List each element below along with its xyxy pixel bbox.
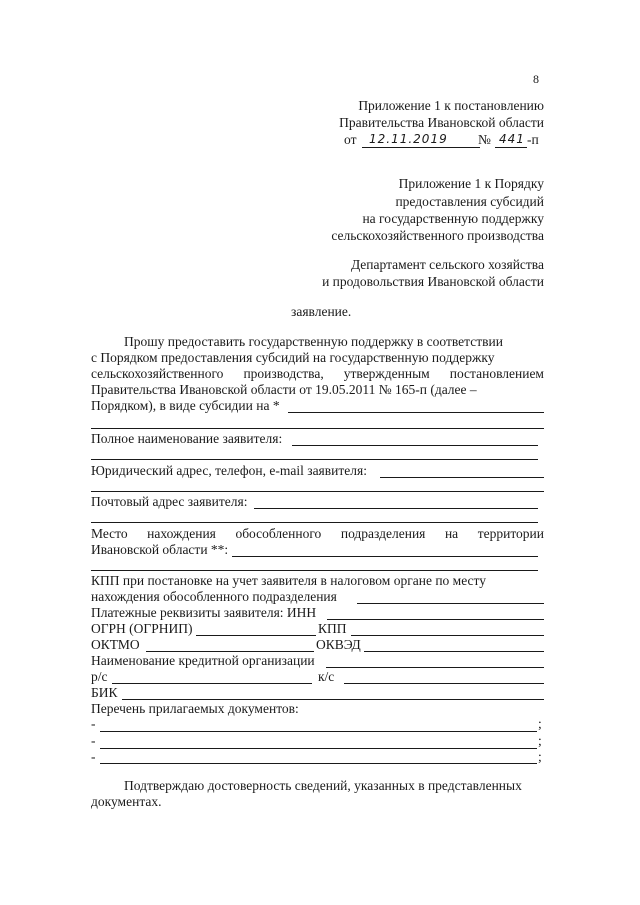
subdivision-line1 — [91, 526, 544, 542]
intro-word: постановлением — [449, 366, 544, 381]
document-item-end: ; — [538, 733, 542, 748]
kpp-registration-field[interactable] — [357, 603, 544, 604]
okved-label: ОКВЭД — [316, 637, 361, 652]
appendix2-line4: сельскохозяйственного производства — [331, 228, 544, 243]
legal-address-label: Юридический адрес, телефон, e-mail заявителя: — [91, 463, 367, 478]
addressee-line2: и продовольствия Ивановской области — [322, 274, 544, 289]
document-item-end: ; — [538, 749, 542, 764]
bank-field[interactable] — [326, 667, 544, 668]
account-label: р/с — [91, 669, 108, 684]
resolution-number: 441 — [499, 132, 525, 146]
subdivision-field-cont[interactable] — [91, 570, 538, 571]
full-name-field[interactable] — [292, 445, 538, 446]
oktmo-field[interactable] — [146, 651, 314, 652]
confirm-line2: документах. — [91, 794, 162, 809]
appendix1-line1: Приложение 1 к постановлению — [358, 98, 544, 113]
postal-address-label: Почтовый адрес заявителя: — [91, 494, 248, 509]
document-item-field[interactable] — [100, 763, 537, 764]
intro-line5: Порядком), в виде субсидии на * — [91, 398, 280, 413]
bik-label: БИК — [91, 685, 118, 700]
oktmo-label: ОКТМО — [91, 637, 140, 652]
bank-label: Наименование кредитной организации — [91, 653, 315, 668]
full-name-label: Полное наименование заявителя: — [91, 431, 283, 446]
full-name-field-cont[interactable] — [91, 459, 538, 460]
document-title: заявление. — [291, 304, 352, 319]
corr-account-label: к/с — [318, 669, 335, 684]
page-number: 8 — [533, 72, 539, 86]
ogrn-label: ОГРН (ОГРНИП) — [91, 621, 193, 636]
subdivision-word: нахождения — [147, 526, 216, 541]
kpp-registration-line2: нахождения обособленного подразделения — [91, 589, 337, 604]
number-underline — [495, 147, 527, 148]
intro-line4: Правительства Ивановской области от 19.05.2011 № 165-п (далее – — [91, 382, 477, 397]
subdivision-word: Место — [91, 526, 128, 541]
appendix1-date-line — [339, 132, 549, 150]
document-item-dash: - — [91, 749, 96, 764]
subdivision-word: обособленного — [235, 526, 322, 541]
intro-word: утвержденным — [343, 366, 430, 381]
resolution-date: 12.11.2019 — [369, 132, 448, 146]
corr-account-field[interactable] — [344, 683, 544, 684]
kpp-label: КПП — [318, 621, 347, 636]
kpp-registration-line1: КПП при постановке на учет заявителя в налоговом органе по месту — [91, 573, 487, 588]
subsidy-type-field-cont[interactable] — [91, 428, 544, 429]
postal-address-field-cont[interactable] — [91, 522, 538, 523]
intro-line2: с Порядком предоставления субсидий на государственную поддержку — [91, 350, 495, 365]
subdivision-field[interactable] — [232, 556, 538, 557]
postal-address-field[interactable] — [254, 508, 538, 509]
intro-line3 — [91, 366, 544, 382]
document-item-dash: - — [91, 733, 96, 748]
legal-address-field-cont[interactable] — [91, 491, 544, 492]
appendix2-line1: Приложение 1 к Порядку — [398, 176, 544, 191]
okved-field[interactable] — [364, 651, 544, 652]
inn-field[interactable] — [327, 619, 544, 620]
subdivision-word: подразделения — [340, 526, 426, 541]
subdivision-word: территории — [477, 526, 544, 541]
documents-label: Перечень прилагаемых документов: — [91, 701, 299, 716]
payment-details-label: Платежные реквизиты заявителя: ИНН — [91, 605, 317, 620]
ogrn-field[interactable] — [196, 635, 316, 636]
kpp-field[interactable] — [351, 635, 544, 636]
appendix2-line2: предоставления субсидий — [395, 194, 544, 209]
subdivision-word: на — [444, 526, 459, 541]
intro-word: сельскохозяйственного — [91, 366, 224, 381]
bik-field[interactable] — [122, 699, 544, 700]
number-label: № — [478, 132, 491, 147]
appendix1-line2: Правительства Ивановской области — [339, 115, 544, 130]
appendix2-line3: на государственную поддержку — [362, 211, 544, 226]
number-suffix: -п — [527, 132, 539, 147]
confirm-line1: Подтверждаю достоверность сведений, указанных в представленных — [124, 778, 522, 793]
addressee-line1: Департамент сельского хозяйства — [350, 257, 544, 272]
document-item-field[interactable] — [100, 731, 537, 732]
subdivision-line2: Ивановской области **: — [91, 542, 229, 557]
legal-address-field[interactable] — [380, 477, 544, 478]
intro-word: производства, — [243, 366, 324, 381]
subsidy-type-field[interactable] — [288, 412, 544, 413]
intro-line1: Прошу предоставить государственную поддержку в соответствии — [124, 334, 503, 349]
from-label: от — [344, 132, 357, 147]
date-underline — [362, 147, 480, 148]
account-field[interactable] — [112, 683, 312, 684]
document-item-field[interactable] — [100, 748, 537, 749]
document-item-dash: - — [91, 716, 96, 731]
document-item-end: ; — [538, 716, 542, 731]
